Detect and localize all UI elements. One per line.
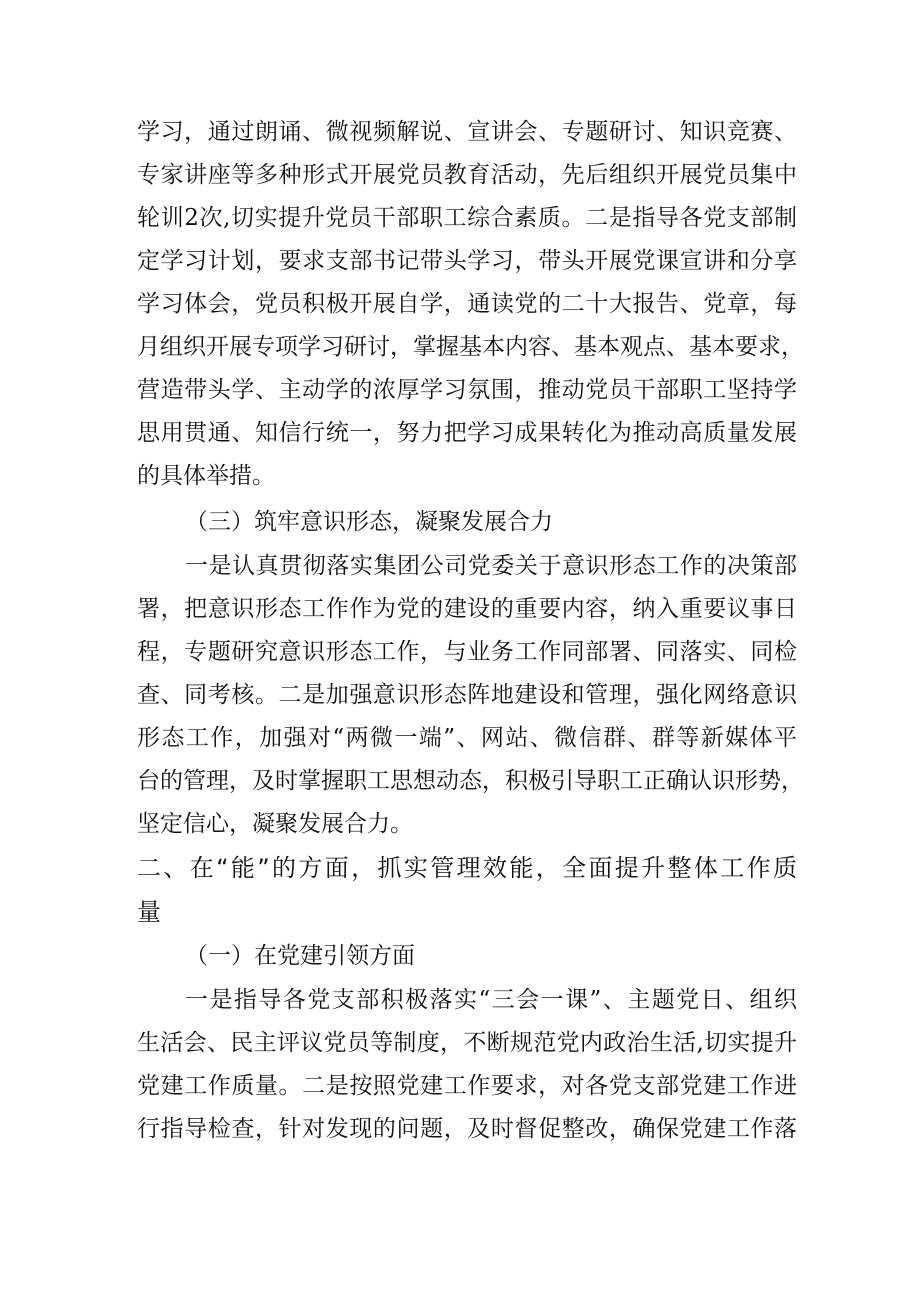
- paragraph-line: 学习，通过朗诵、微视频解说、宣讲会、专题研讨、知识竞赛、: [137, 119, 797, 145]
- paragraph-line: 一是指导各党支部积极落实“三会一课”、主题党日、组织: [185, 987, 797, 1013]
- paragraph-line: 一是认真贯彻落实集团公司党委关于意识形态工作的决策部: [185, 553, 797, 579]
- paragraph-line: 党建工作质量。二是按照党建工作要求，对各党支部党建工作进: [137, 1073, 797, 1099]
- paragraph-line: 形态工作，加强对“两微一端”、网站、微信群、群等新媒体平: [137, 725, 797, 751]
- paragraph-line: 查、同考核。二是加强意识形态阵地建设和管理，强化网络意识: [137, 682, 797, 708]
- paragraph-line: 轮训2次,切实提升党员干部职工综合素质。二是指导各党支部制: [137, 205, 797, 231]
- paragraph-line: 学习体会，党员积极开展自学，通读党的二十大报告、党章，每: [137, 291, 797, 317]
- chapter-heading: 量: [137, 898, 161, 926]
- paragraph-line: 台的管理，及时掌握职工思想动态，积极引导职工正确认识形势，: [137, 768, 804, 794]
- paragraph-line: 思用贯通、知信行统一，努力把学习成果转化为推动高质量发展: [137, 420, 797, 446]
- chapter-heading: 二、在“能”的方面，抓实管理效能，全面提升整体工作质: [137, 854, 797, 882]
- paragraph-line: 月组织开展专项学习研讨，掌握基本内容、基本观点、基本要求，: [137, 334, 804, 360]
- paragraph-line: 的具体举措。: [137, 463, 275, 489]
- paragraph-line: 署，把意识形态工作作为党的建设的重要内容，纳入重要议事日: [137, 596, 797, 622]
- paragraph-line: 营造带头学、主动学的浓厚学习氛围，推动党员干部职工坚持学: [137, 377, 797, 403]
- paragraph-line: 程，专题研究意识形态工作，与业务工作同部署、同落实、同检: [137, 639, 797, 665]
- paragraph-line: 行指导检查，针对发现的问题，及时督促整改，确保党建工作落: [137, 1116, 797, 1142]
- paragraph-line: 坚定信心，凝聚发展合力。: [137, 811, 413, 837]
- paragraph-line: 专家讲座等多种形式开展党员教育活动，先后组织开展党员集中: [137, 162, 797, 188]
- paragraph-line: 定学习计划，要求支部书记带头学习，带头开展党课宣讲和分享: [137, 248, 797, 274]
- paragraph-line: 生活会、民主评议党员等制度，不断规范党内政治生活,切实提升: [137, 1030, 797, 1056]
- section-title: （三）筑牢意识形态，凝聚发展合力: [185, 509, 553, 535]
- section-title: （一）在党建引领方面: [185, 943, 415, 969]
